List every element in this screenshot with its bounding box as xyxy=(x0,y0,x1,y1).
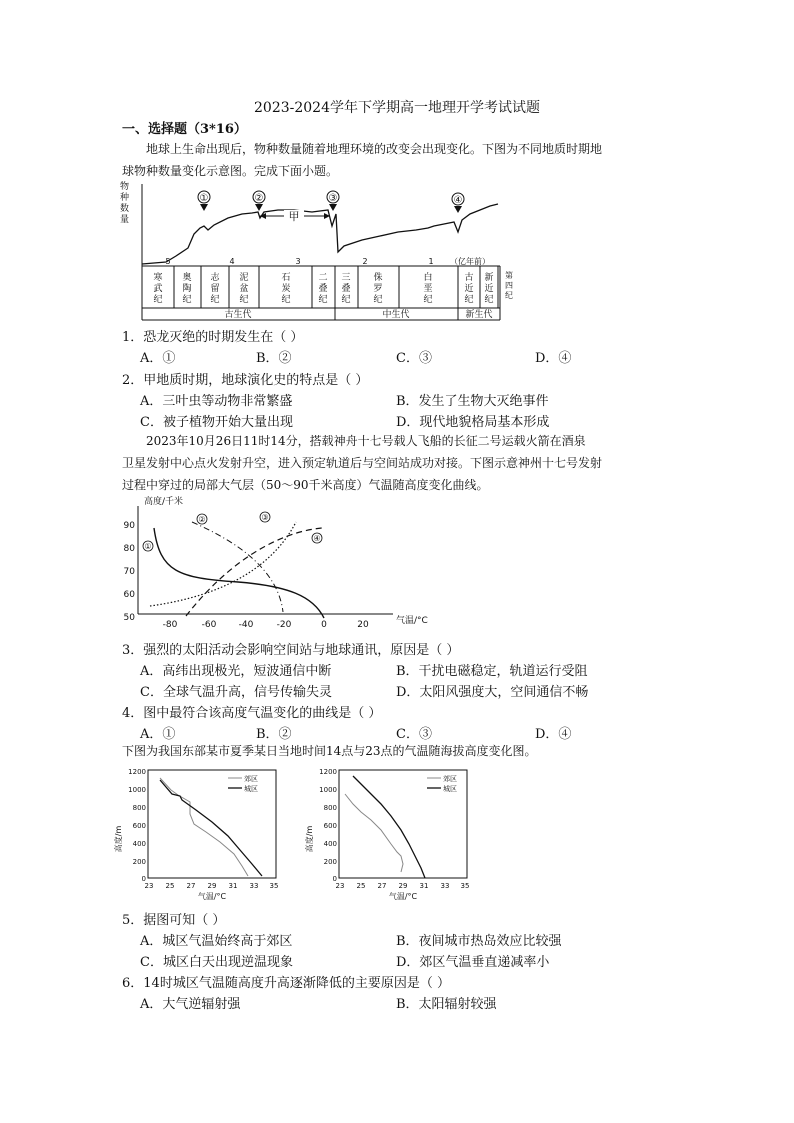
period-jurassic-2: 罗 xyxy=(373,284,383,294)
curve-2 xyxy=(192,522,283,612)
altitude-temperature-figure xyxy=(118,492,448,632)
chart-23h xyxy=(305,764,475,904)
chart-23h-ylabel: 高度/m xyxy=(305,825,314,853)
intro-2-line-2: 卫星发射中心点火发射升空，进入预定轨道后与空间站成功对接。下图示意神州十七号发射 xyxy=(122,456,603,470)
fig2-xtick-m80: -80 xyxy=(162,620,178,630)
period-ordovician-3: 纪 xyxy=(182,295,192,305)
c2-ytick-1200: 1200 xyxy=(319,768,337,776)
c1-xtick-31: 31 xyxy=(228,882,238,890)
question-6: 6．14时城区气温随高度升高逐渐降低的主要原因是（ ） xyxy=(122,976,450,991)
fig1-ylabel-2: 种 xyxy=(120,193,130,203)
c2-ytick-1000: 1000 xyxy=(319,786,337,794)
intro-1-line-2: 球物种数量变化示意图。完成下面小题。 xyxy=(122,164,339,178)
c1-xtick-33: 33 xyxy=(249,882,259,890)
q5-option-b[interactable]: B．夜间城市热岛效应比较强 xyxy=(396,934,562,949)
c1-legend-suburb: 郊区 xyxy=(244,775,258,783)
c2-xtick-25: 25 xyxy=(356,882,366,890)
period-jurassic-3: 纪 xyxy=(373,295,383,305)
q1-option-a[interactable]: A．① xyxy=(140,351,176,366)
fig2-ytick-90: 90 xyxy=(123,521,135,531)
fig2-xtick-m20: -20 xyxy=(276,620,292,630)
period-quaternary-2: 四 xyxy=(505,281,513,290)
c2-xtick-31: 31 xyxy=(419,882,429,890)
curve-label-1: ① xyxy=(144,542,152,551)
period-quaternary-1: 第 xyxy=(505,271,513,280)
c1-xtick-23: 23 xyxy=(144,882,154,890)
fig2-ylabel: 高度/千米 xyxy=(144,497,184,507)
period-triassic-2: 叠 xyxy=(341,284,351,294)
q1-option-b[interactable]: B．② xyxy=(256,351,292,366)
period-carboniferous-1: 石 xyxy=(281,273,291,283)
fig2-ytick-60: 60 xyxy=(123,590,135,600)
curve-label-4: ④ xyxy=(313,534,321,543)
page-title: 2023-2024学年下学期高一地理开学考试试题 xyxy=(254,100,540,116)
period-cretaceous-2: 垩 xyxy=(423,284,433,294)
tick-3: 3 xyxy=(295,257,301,266)
period-cretaceous-1: 白 xyxy=(423,273,433,283)
q2-option-c[interactable]: C．被子植物开始大量出现 xyxy=(140,415,293,430)
c2-xtick-29: 29 xyxy=(398,882,408,890)
c1-ytick-400: 400 xyxy=(132,840,146,848)
c1-ytick-200: 200 xyxy=(132,858,146,866)
period-carboniferous-3: 纪 xyxy=(281,295,291,305)
period-cambrian-3: 纪 xyxy=(153,295,163,305)
c1-xtick-25: 25 xyxy=(165,882,175,890)
period-triassic-3: 纪 xyxy=(341,295,351,305)
era-paleozoic: 古生代 xyxy=(224,310,252,320)
tick-2: 2 xyxy=(362,257,368,266)
period-paleogene-3: 纪 xyxy=(464,295,474,305)
chart-23h-xlabel: 气温/°C xyxy=(388,892,418,901)
tick-4: 4 xyxy=(229,257,235,266)
question-3: 3．强烈的太阳活动会影响空间站与地球通讯，原因是（ ） xyxy=(122,643,460,658)
c1-ytick-1200: 1200 xyxy=(128,768,146,776)
period-cretaceous-3: 纪 xyxy=(423,295,433,305)
fig2-xtick-m40: -40 xyxy=(238,620,254,630)
c2-legend-urban: 城区 xyxy=(443,785,457,793)
period-neogene-1: 新 xyxy=(484,273,494,283)
q4-option-a[interactable]: A．① xyxy=(140,727,176,742)
c1-xtick-35: 35 xyxy=(269,882,279,890)
curve-label-3: ③ xyxy=(261,513,269,522)
time-unit: （亿年前） xyxy=(450,257,490,266)
question-4: 4．图中最符合该高度气温变化的曲线是（ ） xyxy=(122,706,382,721)
c1-ytick-800: 800 xyxy=(132,804,146,812)
q6-option-b[interactable]: B．太阳辐射较强 xyxy=(396,997,497,1012)
c2-ytick-400: 400 xyxy=(323,840,337,848)
c1-xtick-29: 29 xyxy=(207,882,217,890)
intro-paragraph-2 xyxy=(122,430,682,496)
c1-ytick-1000: 1000 xyxy=(128,786,146,794)
tick-1: 1 xyxy=(428,257,434,266)
q3-option-c[interactable]: C．全球气温升高，信号传输失灵 xyxy=(140,685,332,700)
period-silurian-2: 留 xyxy=(210,284,220,294)
chart-14h-ylabel: 高度/m xyxy=(114,825,123,853)
c2-xtick-35: 35 xyxy=(460,882,470,890)
c2-xtick-27: 27 xyxy=(377,882,387,890)
period-neogene-3: 纪 xyxy=(484,295,494,305)
c2-ytick-800: 800 xyxy=(323,804,337,812)
fig2-ytick-70: 70 xyxy=(123,567,135,577)
period-quaternary-3: 纪 xyxy=(505,291,513,300)
curve-1 xyxy=(154,528,324,618)
intro-2-line-3: 过程中穿过的局部大气层（50～90千米高度）气温随高度变化曲线。 xyxy=(122,478,489,492)
c2-xtick-23: 23 xyxy=(335,882,345,890)
fig2-xtick-20: 20 xyxy=(357,620,369,630)
c2-xtick-33: 33 xyxy=(440,882,450,890)
curve-3 xyxy=(150,522,296,606)
q5-option-d[interactable]: D．郊区气温垂直递减率小 xyxy=(396,955,550,970)
fig2-ytick-50: 50 xyxy=(123,613,135,623)
q3-option-d[interactable]: D．太阳风强度大，空间通信不畅 xyxy=(396,685,589,700)
fig1-ylabel-4: 量 xyxy=(120,215,130,225)
c1-suburb-line xyxy=(160,778,248,876)
q2-option-b[interactable]: B．发生了生物大灭绝事件 xyxy=(396,394,549,409)
c1-urban-line xyxy=(160,780,262,876)
question-5: 5．据图可知（ ） xyxy=(122,913,226,928)
curve-label-2: ② xyxy=(198,515,206,524)
c2-ytick-200: 200 xyxy=(323,858,337,866)
q2-option-d[interactable]: D．现代地貌格局基本形成 xyxy=(396,415,550,430)
fig2-ytick-80: 80 xyxy=(123,544,135,554)
q5-option-c[interactable]: C．城区白天出现逆温现象 xyxy=(140,955,293,970)
c2-suburb-line xyxy=(345,794,403,872)
q3-option-a[interactable]: A．高纬出现极光，短波通信中断 xyxy=(140,664,332,679)
c2-legend-suburb: 郊区 xyxy=(443,775,457,783)
intro-2-line-1: 2023年10月26日11时14分，搭载神舟十七号载人飞船的长征二号运载火箭在酒泉 xyxy=(146,434,586,448)
period-devonian-1: 泥 xyxy=(239,273,249,283)
fig2-xtick-m60: -60 xyxy=(201,620,217,630)
question-2: 2．甲地质时期，地球演化史的特点是（ ） xyxy=(122,373,369,388)
fig1-ylabel-3: 数 xyxy=(120,204,130,214)
q4-option-d[interactable]: D．④ xyxy=(535,727,572,742)
period-paleogene-2: 近 xyxy=(464,284,474,294)
period-silurian-3: 纪 xyxy=(210,295,220,305)
period-neogene-2: 近 xyxy=(484,284,494,294)
q3-option-b[interactable]: B．干扰电磁稳定，轨道运行受阻 xyxy=(396,664,588,679)
marker-3: ③ xyxy=(328,193,338,204)
c2-urban-line xyxy=(353,776,425,878)
period-devonian-2: 盆 xyxy=(239,284,249,294)
fig2-xtick-0: 0 xyxy=(321,620,327,630)
period-permian-1: 二 xyxy=(318,273,328,283)
period-ordovician-1: 奥 xyxy=(182,273,192,283)
period-carboniferous-2: 炭 xyxy=(281,284,291,294)
period-ordovician-2: 陶 xyxy=(182,284,192,294)
question-1: 1．恐龙灭绝的时期发生在（ ） xyxy=(122,330,304,345)
q1-option-d[interactable]: D．④ xyxy=(535,351,572,366)
period-permian-2: 叠 xyxy=(318,284,328,294)
period-cambrian-1: 寒 xyxy=(153,273,163,283)
intro-1-line-1: 地球上生命出现后，物种数量随着地理环境的改变会出现变化。下图为不同地质时期地 xyxy=(146,142,603,156)
period-triassic-1: 三 xyxy=(341,273,351,283)
marker-2: ② xyxy=(254,193,264,204)
q6-option-a[interactable]: A．大气逆辐射强 xyxy=(140,997,241,1012)
period-devonian-3: 纪 xyxy=(239,295,249,305)
c2-ytick-600: 600 xyxy=(323,822,337,830)
marker-4: ④ xyxy=(453,195,463,206)
fig2-xlabel: 气温/°C xyxy=(396,616,428,626)
chart-14h xyxy=(116,764,286,904)
chart-14h-xlabel: 气温/°C xyxy=(197,892,227,901)
c1-legend-urban: 城区 xyxy=(244,785,258,793)
era-mesozoic: 中生代 xyxy=(382,310,410,320)
intro-paragraph-3: 下图为我国东部某市夏季某日当地时间14点与23点的气温随海拔高度变化图。 xyxy=(122,744,537,758)
era-cenozoic: 新生代 xyxy=(465,310,493,320)
tick-5: 5 xyxy=(165,257,171,266)
c1-ytick-0: 0 xyxy=(141,875,146,883)
q4-option-b[interactable]: B．② xyxy=(256,727,292,742)
fig1-ylabel-1: 物 xyxy=(120,182,130,192)
q2-option-a[interactable]: A．三叶虫等动物非常繁盛 xyxy=(140,394,293,409)
c1-ytick-600: 600 xyxy=(132,822,146,830)
species-timeline-figure xyxy=(118,180,518,322)
period-cambrian-2: 武 xyxy=(153,284,163,294)
period-paleogene-1: 古 xyxy=(464,273,474,283)
section-heading: 一、选择题（3*16） xyxy=(122,122,247,137)
c2-ytick-0: 0 xyxy=(332,875,337,883)
period-jurassic-1: 侏 xyxy=(373,273,383,283)
species-curve xyxy=(142,204,498,264)
period-permian-3: 纪 xyxy=(318,295,328,305)
marker-1: ① xyxy=(199,193,209,204)
q4-option-c[interactable]: C．③ xyxy=(396,727,432,742)
intro-paragraph-1 xyxy=(122,138,682,182)
q5-option-a[interactable]: A．城区气温始终高于郊区 xyxy=(140,934,293,949)
c1-xtick-27: 27 xyxy=(186,882,196,890)
jia-label: 甲 xyxy=(288,210,300,223)
q1-option-c[interactable]: C．③ xyxy=(396,351,432,366)
period-silurian-1: 志 xyxy=(210,273,220,283)
curve-4 xyxy=(186,528,322,616)
